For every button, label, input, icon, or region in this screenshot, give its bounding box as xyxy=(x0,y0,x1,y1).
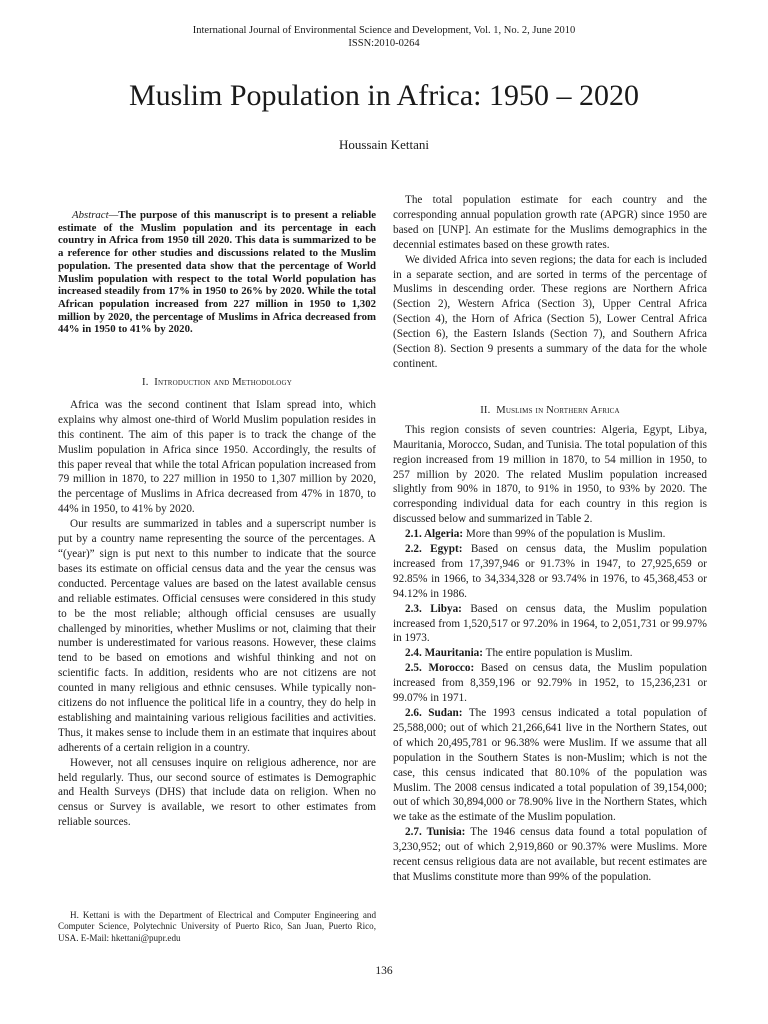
issn-line: ISSN:2010-0264 xyxy=(348,38,420,49)
country-label: 2.5. Morocco: xyxy=(405,662,475,675)
journal-line: International Journal of Environmental Science and Development, Vol. 1, No. 2, June 2010 xyxy=(192,25,576,36)
country-text: The entire population is Muslim. xyxy=(485,647,633,660)
abstract-text: The purpose of this manuscript is to present a reliable estimate of the Muslim population and its percentage in each country in Africa from 1950 till 2020. This data is summarized to be a reference for other studies and discussions related to the Muslim population. The presented data show that the percentage of World Muslim population with respect to the total World population has increased steadily from 17% in 1950 to 26% by 2020. While the total African population increased from 227 million in 1950 to 1,302 million by 2020, the percentage of Muslims in Africa decreased from 44% in 1950 to 41% by 2020. xyxy=(58,209,376,336)
footnote-text: H. Kettani is with the Department of Electrical and Computer Engineering and Computer Science, Polytechnic University of Puerto Rico, San Juan, Puerto Rico, USA. E-Mail: hkettani@pupr.edu xyxy=(58,910,376,943)
country-text: Based on census data, the Muslim population increased from 17,397,946 or 91.73% in 1947, to 27,925,659 or 92.85% in 1966, to 34,334,328 or 93.74% in 1976, to 45,368,453 or 94.12% in 1986. xyxy=(393,543,708,600)
page-number: 136 xyxy=(375,965,393,977)
paragraph: Africa was the second continent that Islam spread into, which explains why almost one-third of World Muslim population resides in this continent. The aim of this paper is to track the change of the Muslim population in Africa since 1950. Accordingly, the results of this paper reveal that while the total African population increased from 79 million in 1870, to 227 million in 1950 to 1,307 million by 2020, the percentage of Muslims in Africa decreased from 47% in 1870, to 44% in 1950, to 41% by 2020. xyxy=(58,398,376,516)
country-label: 2.2. Egypt: xyxy=(405,543,463,556)
right-column xyxy=(393,193,707,885)
section-2-heading xyxy=(393,404,707,419)
paragraph: This region consists of seven countries: Algeria, Egypt, Libya, Mauritania, Morocco, Sudan, and Tunisia. The total population of this region increased from 19 million in 1870, to 54 million in 1950, to 257 million by 2020. The related Muslim population increased slightly from 90% in 1870, to 91% in 1950, to 93% by 2020. The corresponding individual data for each country in this region is discussed below and summarized in Table 2. xyxy=(393,423,707,526)
abstract-label: Abstract— xyxy=(72,209,119,221)
section-1-title: Introduction and Methodology xyxy=(154,377,293,388)
country-entry xyxy=(393,602,707,647)
running-header xyxy=(0,24,768,50)
author-footnote xyxy=(58,910,376,944)
country-label: 2.3. Libya: xyxy=(405,602,462,615)
country-label: 2.4. Mauritania: xyxy=(405,647,483,660)
country-label: 2.7. Tunisia: xyxy=(405,826,466,839)
country-entry xyxy=(393,661,707,706)
country-text: Based on census data, the Muslim population increased from 1,520,517 or 97.20% in 1964, to 2,051,731 or 99.97% in 1973. xyxy=(393,602,707,645)
country-label: 2.6. Sudan: xyxy=(405,707,463,719)
country-entry xyxy=(393,527,707,542)
paper-title: Muslim Population in Africa: 1950 – 2020 xyxy=(129,79,639,112)
country-entry xyxy=(393,825,707,885)
country-text: The 1946 census data found a total population of 3,230,952; out of which 2,919,860 or 90.37% were Muslims. More recent census religious data are not available, but recent estimates are that Muslims constitute more than 99% of the population. xyxy=(393,826,707,883)
country-text: Based on census data, the Muslim population increased from 8,359,196 or 92.79% in 1952, to 15,236,231 or 99.07% in 1971. xyxy=(393,662,708,705)
section-1-heading xyxy=(58,376,376,391)
country-entry xyxy=(393,706,707,825)
country-entry xyxy=(393,542,707,602)
country-text: The 1993 census indicated a total population of 25,588,000; out of which 21,266,641 live in the Northern States, out of which 20,495,781 or 96.38% were Muslim. If we assume that all population in the Southern States is non-Muslim; which is not the case, this census indicated that 80.10% of the population was Muslim. The 2008 census indicated a total population of 39,154,000; out of which 30,894,000 or 78.90% live in the Northern States, which we take as the estimate of the Muslim population. xyxy=(393,707,707,824)
paragraph: However, not all censuses inquire on religious adherence, nor are held regularly. Thus, our second source of estimates is Demographic and Health Surveys (DHS) that include data on religion. When no census or Survey is available, we resort to other estimates from reliable sources. xyxy=(58,756,376,829)
paragraph: Our results are summarized in tables and a superscript number is put by a country name representing the source of the percentages. A “(year)” sign is put next to this number to indicate that the source bases its estimate on official census data and the year the census was conducted. Percentage values are based on the latest available census and reliable estimates. Official censuses were considered in this study to be the most reliable; although official censuses are usually challenged by minorities, whether Muslims or not, claiming that their number is underestimated for various reasons. However, these claims tend to be based on emotions and wishful thinking and not on scientific facts. In addition, residents who are not citizens are not counted in many religious and ethnic censuses. While typically non-citizens do not influence the political life in a country, they do help in establishing and maintaining various religious facilities and activities. Thus, it makes sense to include them in an estimate that inquires about adherents of a certain religion in a country. xyxy=(58,518,376,754)
abstract xyxy=(58,209,376,336)
country-entry xyxy=(393,646,707,661)
paragraph: The total population estimate for each country and the corresponding annual population growth rate (APGR) since 1950 are based on [UNP]. An estimate for the Muslims demographics in the decennial estimates based on these growth rates. xyxy=(393,194,707,251)
left-column xyxy=(58,376,376,830)
section-2-number: II. xyxy=(480,404,491,416)
country-text: More than 99% of the population is Muslim. xyxy=(465,528,666,541)
author-name: Houssain Kettani xyxy=(339,137,429,152)
country-label: 2.1. Algeria: xyxy=(405,528,464,541)
section-2-title: Muslims in Northern Africa xyxy=(496,404,620,416)
paragraph: We divided Africa into seven regions; the data for each is included in a separate section, and are sorted in terms of the percentage of Muslims in descending order. These regions are Northern Africa (Section 2), Western Africa (Section 3), Upper Central Africa (Section 4), the Horn of Africa (Section 5), Lower Central Africa (Section 6), the Eastern Islands (Section 7), and Southern Africa (Section 8). Section 9 presents a summary of the data for the whole continent. xyxy=(393,253,707,370)
section-1-number: I. xyxy=(141,377,149,388)
